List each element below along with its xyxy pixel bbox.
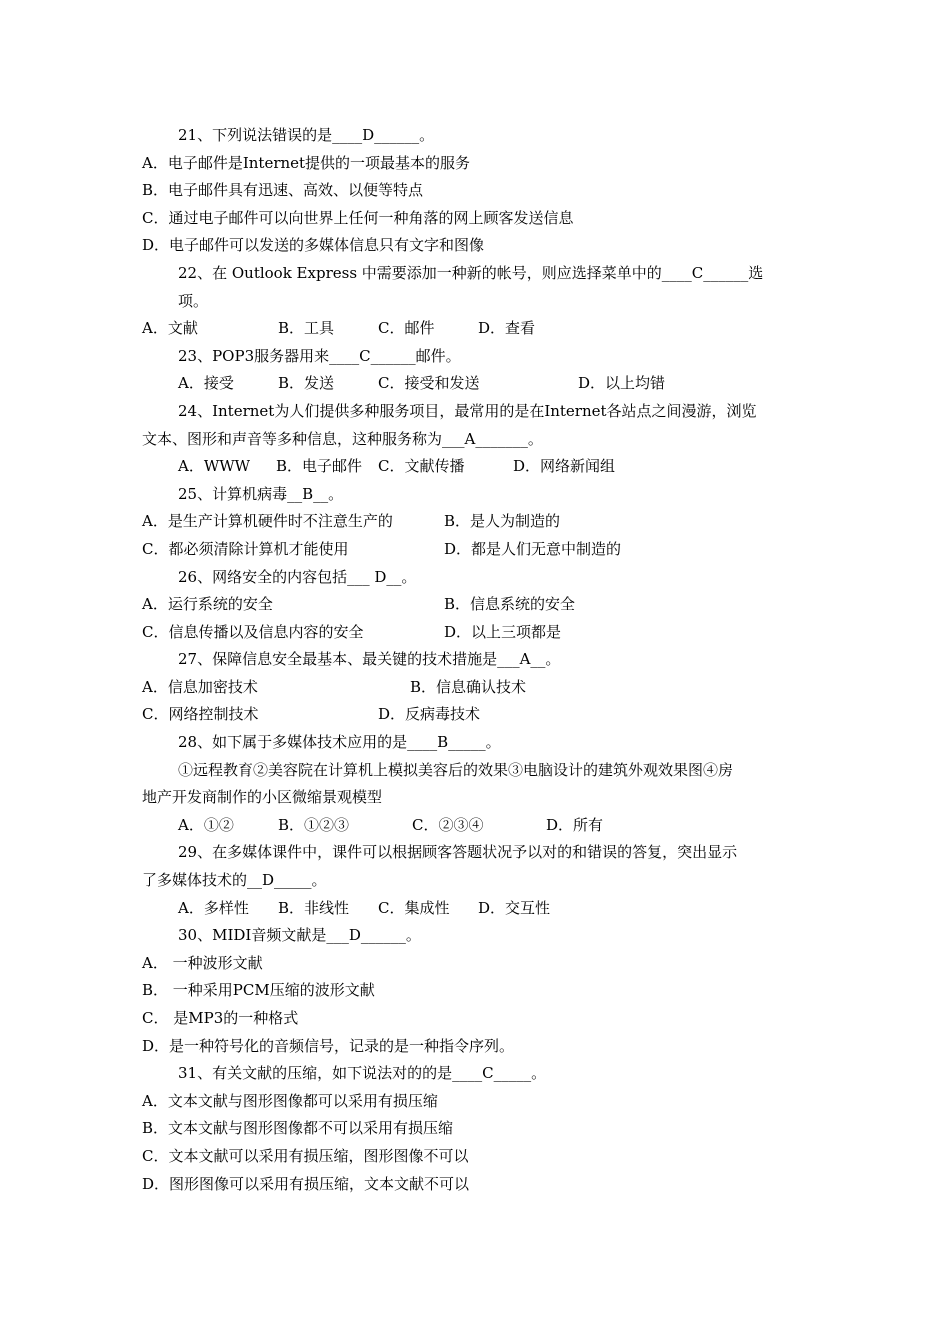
question-26-option-c: C．信息传播以及信息内容的安全 (142, 622, 364, 641)
question-21-stem: 21、下列说法错误的是____D______。 (178, 126, 435, 144)
question-29-stem-line2: 了多媒体技术的__D_____。 (142, 871, 327, 890)
question-25-option-d: D．都是人们无意中制造的 (444, 539, 622, 558)
question-30-option-d: D．是一种符号化的音频信号，记录的是一种指令序列。 (142, 1036, 515, 1055)
question-27-option-a: A．信息加密技术 (142, 677, 258, 696)
question-26-option-a: A．运行系统的安全 (142, 595, 273, 614)
question-31-option-b: B．文本文献与图形图像都不可以采用有损压缩 (142, 1119, 454, 1138)
question-31-stem: 31、有关文献的压缩，如下说法对的的是____C_____。 (178, 1064, 547, 1083)
question-22-option-c: C．邮件 (378, 319, 435, 338)
question-22-option-d: D．查看 (478, 319, 536, 338)
question-24-stem-line2: 文本、图形和声音等多种信息，这种服务称为___A_______。 (142, 429, 543, 448)
question-29-option-c: C．集成性 (378, 898, 450, 917)
question-30-option-a: A． 一种波形文献 (142, 953, 263, 972)
question-25-options-row2 (142, 536, 812, 564)
question-list (142, 122, 812, 1198)
question-21-option-c: C．通过电子邮件可以向世界上任何一种角落的网上顾客发送信息 (142, 208, 574, 227)
question-28-option-b: B．①②③ (278, 815, 350, 834)
question-28-option-c: C．②③④ (412, 815, 484, 834)
question-22-option-a: A．文献 (142, 319, 198, 338)
question-29-option-d: D．交互性 (478, 898, 551, 917)
question-28-option-a: A．①② (178, 815, 234, 834)
question-22-stem-line2: 项。 (178, 291, 209, 310)
question-26-option-d: D．以上三项都是 (444, 622, 562, 641)
question-30-option-b: B． 一种采用PCM压缩的波形文献 (142, 981, 375, 1000)
question-28-body-line2: 地产开发商制作的小区微缩景观模型 (142, 788, 383, 807)
question-24-options (142, 453, 812, 481)
question-25-stem: 25、计算机病毒__B__。 (178, 484, 344, 503)
question-24-option-c: C．文献传播 (378, 457, 465, 476)
question-27-option-d: D．反病毒技术 (378, 705, 481, 724)
question-25-option-b: B．是人为制造的 (444, 512, 561, 531)
question-23-options (142, 370, 812, 398)
question-24-option-a: A．WWW (178, 457, 251, 476)
question-21-option-a: A．电子邮件是Internet提供的一项最基本的服务 (142, 153, 471, 172)
question-23-option-a: A．接受 (178, 374, 234, 393)
question-29-option-a: A．多样性 (178, 898, 249, 917)
question-25-option-a: A．是生产计算机硬件时不注意生产的 (142, 512, 393, 531)
question-29-stem-line1: 29、在多媒体课件中，课件可以根据顾客答题状况予以对的和错误的答复，突出显示 (178, 843, 738, 862)
question-26-option-b: B．信息系统的安全 (444, 595, 576, 614)
question-26-stem: 26、网络安全的内容包括___ D__。 (178, 567, 417, 586)
question-27-option-c: C．网络控制技术 (142, 705, 259, 724)
question-27-options-row1 (142, 674, 812, 702)
question-29-option-b: B．非线性 (278, 898, 350, 917)
question-31-option-a: A．文本文献与图形图像都可以采用有损压缩 (142, 1091, 438, 1110)
question-30-stem: 30、MIDI音频文献是___D______。 (178, 926, 421, 945)
question-23-option-b: B．发送 (278, 374, 335, 393)
question-22-options (142, 315, 812, 343)
question-23-option-c: C．接受和发送 (378, 374, 480, 393)
question-22-stem-line1: 22、在 Outlook Express 中需要添加一种新的帐号，则应选择菜单中的____C______选 (178, 263, 764, 282)
question-25-option-c: C．都必须清除计算机才能使用 (142, 539, 349, 558)
question-24-option-b: B．电子邮件 (276, 457, 363, 476)
question-25-options-row1 (142, 508, 812, 536)
question-24-stem-line1: 24、Internet为人们提供多种服务项目，最常用的是在Internet各站点之间漫游，浏览 (178, 401, 757, 420)
question-22-option-b: B．工具 (278, 319, 335, 338)
question-28-options (142, 812, 812, 840)
question-26-options-row2 (142, 619, 812, 647)
question-28-stem: 28、如下属于多媒体技术应用的是____B_____。 (178, 733, 501, 752)
question-31-option-c: C．文本文献可以采用有损压缩，图形图像不可以 (142, 1146, 469, 1165)
question-23-stem: 23、POP3服务器用来____C______邮件。 (178, 346, 461, 365)
question-28-body-line1: ①远程教育②美容院在计算机上模拟美容后的效果③电脑设计的建筑外观效果图④房 (178, 760, 734, 779)
question-24-option-d: D．网络新闻组 (513, 457, 616, 476)
question-31-option-d: D．图形图像可以采用有损压缩，文本文献不可以 (142, 1174, 470, 1193)
question-26-options-row1 (142, 591, 812, 619)
question-21-option-b: B．电子邮件具有迅速、高效、以便等特点 (142, 181, 424, 200)
question-27-stem: 27、保障信息安全最基本、最关键的技术措施是___A__。 (178, 650, 561, 669)
question-23-option-d: D．以上均错 (578, 374, 666, 393)
question-29-options (142, 895, 812, 923)
question-21-option-d: D．电子邮件可以发送的多媒体信息只有文字和图像 (142, 236, 485, 255)
question-27-option-b: B．信息确认技术 (410, 677, 527, 696)
question-28-option-d: D．所有 (546, 815, 604, 834)
question-30-option-c: C． 是MP3的一种格式 (142, 1009, 299, 1027)
question-27-options-row2 (142, 701, 812, 729)
